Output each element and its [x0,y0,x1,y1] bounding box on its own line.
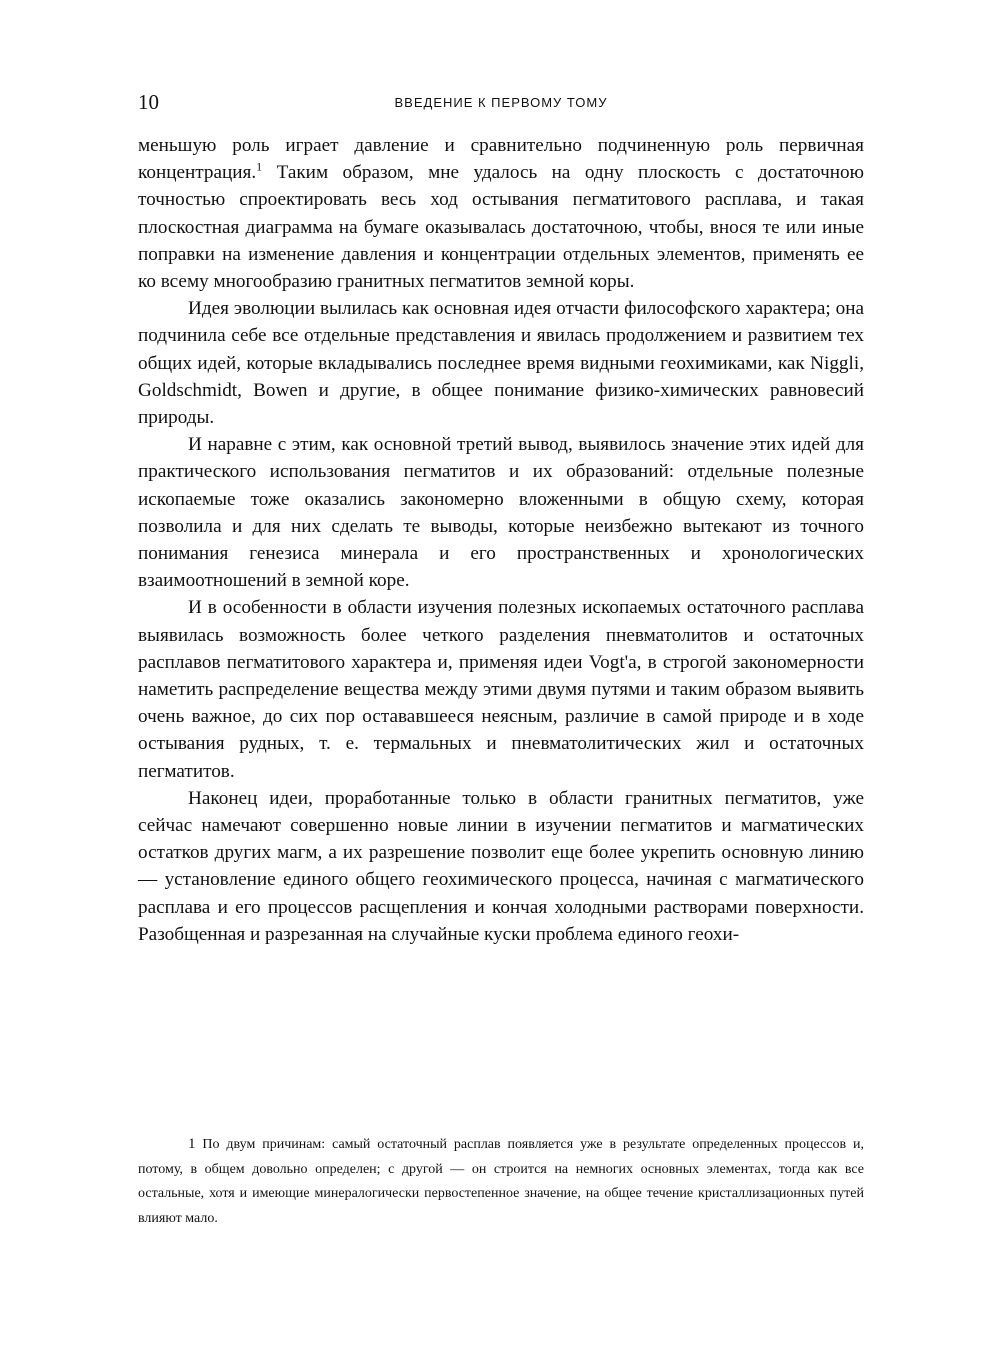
footnote-text: По двум причинам: самый остаточный расплав появляется уже в результате определенных процессов и, потому, в общем довольно определен; с другой — он строится на немногих основных элементах, тогда как все остальные, хотя и имеющие минералогически первостепенное значение, на общее течение кристаллизационных путей влияют мало. [138,1137,864,1226]
footnote-marker: 1 [188,1136,196,1152]
paragraph-1 [138,132,864,295]
paragraph-1-text-a: меньшую роль играет давление и сравнительно подчиненную роль первичная концентрация. [138,135,864,184]
paragraph-2: Идея эволюции вылилась как основная идея отчасти философского характера; она подчинила себе все отдельные представления и явилась продолжением и развитием тех общих идей, которые вкладывались последнее время видными геохимиками, как Niggli, Goldschmidt, Bowen и другие, в общее понимание физико-химических равновесий природы. [138,298,864,429]
paragraph-4: И в особенности в области изучения полезных ископаемых остаточного расплава выявилась возможность более четкого разделения пневматолитов и остаточных расплавов пегматитового характера и, применяя идеи Vogt'a, в строгой закономерности наметить распределение вещества между этими двумя путями и таким образом выявить очень важное, до сих пор остававшееся неясным, различие в самой природе и в ходе остывания рудных, т. е. термальных и пневматолитических жил и остаточных пегматитов. [138,597,864,782]
footnotes [138,1132,864,1231]
paragraph-3: И наравне с этим, как основной третий вывод, выявилось значение этих идей для практического использования пегматитов и их образований: отдельные полезные ископаемые тоже оказались закономерно вложенными в общую схему, которая позволила и для них сделать те выводы, которые неизбежно вытекают из точного понимания генезиса минерала и его пространственных и хронологических взаимоотношений в земной коре. [138,434,864,592]
page-header [138,90,864,120]
paragraph-5: Наконец идеи, проработанные только в области гранитных пегматитов, уже сейчас намечают совершенно новые линии в изучении пегматитов и магматических остатков других магм, а их разрешение позволит еще более укрепить основную линию — установление единого общего геохимического процесса, начиная с магматического расплава и его процессов расщепления и кончая холодными растворами поверхности. Разобщенная и разрезанная на случайные куски проблема единого геохи- [138,787,864,945]
running-title: ВВЕДЕНИЕ К ПЕРВОМУ ТОМУ [394,95,608,110]
footnote-reference[interactable]: 1 [256,159,263,174]
main-text [138,132,864,948]
page-number: 10 [138,90,159,114]
footnote-1 [138,1132,864,1231]
paragraph-1-text-b: Таким образом, мне удалось на одну плоскость с достаточною точностью спроектировать весь ход остывания пегматитового расплава, и такая плоскостная диаграмма на бумаге оказывалась достаточною, чтобы, внося те или иные поправки на изменение давления и концентрации отдельных элементов, применять ее ко всему многообразию гранитных пегматитов земной коры. [138,162,864,293]
